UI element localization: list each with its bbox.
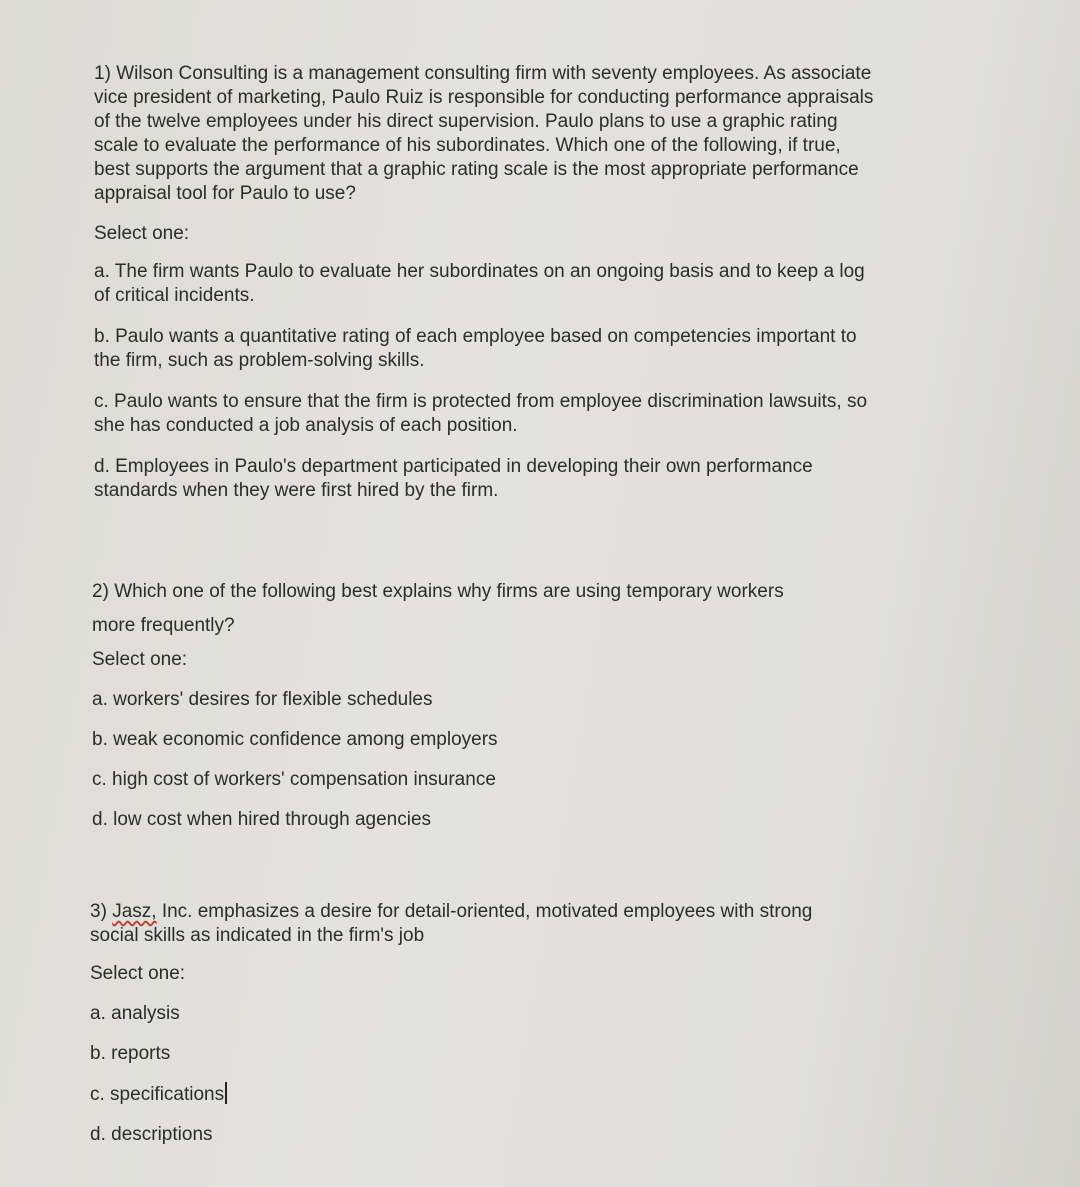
question-3-option-b[interactable]: b. reports bbox=[90, 1043, 171, 1064]
question-1-body: Wilson Consulting is a management consulting firm with seventy employees. As associate vice president of marketing, Paulo Ruiz is responsible for conducting performance appraisals of the twelve employees under his direct supervision. Paulo plans to use a graphic rating scale to evaluate the performance of his subordinates. Which one of the following, if true, best supports the argument that a graphic rating scale is the most appropriate performance appraisal tool for Paulo to use? bbox=[94, 63, 874, 204]
question-2-option-b[interactable]: b. weak economic confidence among employers bbox=[92, 729, 498, 750]
question-2-option-c[interactable]: c. high cost of workers' compensation insurance bbox=[92, 769, 496, 790]
question-2-select-label: Select one: bbox=[92, 649, 188, 670]
question-1-select-label: Select one: bbox=[94, 223, 190, 244]
question-1-number: 1) bbox=[94, 63, 111, 84]
question-3-body: Inc. emphasizes a desire for detail-oriented, motivated employees with strong social skills as indicated in the firm's job bbox=[90, 901, 813, 946]
question-3-option-d[interactable]: d. descriptions bbox=[90, 1124, 213, 1145]
question-3-company-name: Jasz, bbox=[112, 901, 157, 922]
question-2-number: 2) bbox=[92, 581, 109, 602]
question-2-text-line-1 bbox=[92, 580, 942, 604]
question-1-option-b[interactable]: b. Paulo wants a quantitative rating of each employee based on competencies important to the firm, such as problem-solving skills. bbox=[94, 326, 857, 371]
text-cursor bbox=[225, 1082, 227, 1104]
question-3-text bbox=[90, 900, 940, 948]
question-2-body-line-1: Which one of the following best explains why firms are using temporary workers bbox=[114, 581, 784, 602]
question-2 bbox=[92, 580, 942, 848]
question-1-text bbox=[94, 62, 944, 206]
question-2-option-a[interactable]: a. workers' desires for flexible schedules bbox=[92, 689, 433, 710]
question-2-text-line-2: more frequently? bbox=[92, 615, 235, 636]
question-3-number: 3) bbox=[90, 901, 107, 922]
question-1-option-a[interactable]: a. The firm wants Paulo to evaluate her subordinates on an ongoing basis and to keep a log of critical incidents. bbox=[94, 261, 865, 306]
question-1-option-c[interactable]: c. Paulo wants to ensure that the firm is protected from employee discrimination lawsuits, so she has conducted a job analysis of each position. bbox=[94, 391, 868, 436]
question-3-option-a[interactable]: a. analysis bbox=[90, 1003, 180, 1024]
question-1 bbox=[94, 62, 944, 520]
question-3-select-label: Select one: bbox=[90, 963, 186, 984]
question-3-option-c-row[interactable] bbox=[90, 1082, 940, 1107]
question-3-option-c[interactable]: c. specifications bbox=[90, 1084, 225, 1105]
question-3 bbox=[90, 900, 940, 1163]
question-1-option-d[interactable]: d. Employees in Paulo's department participated in developing their own performance standards when they were first hired by the firm. bbox=[94, 456, 813, 501]
question-2-option-d[interactable]: d. low cost when hired through agencies bbox=[92, 809, 432, 830]
